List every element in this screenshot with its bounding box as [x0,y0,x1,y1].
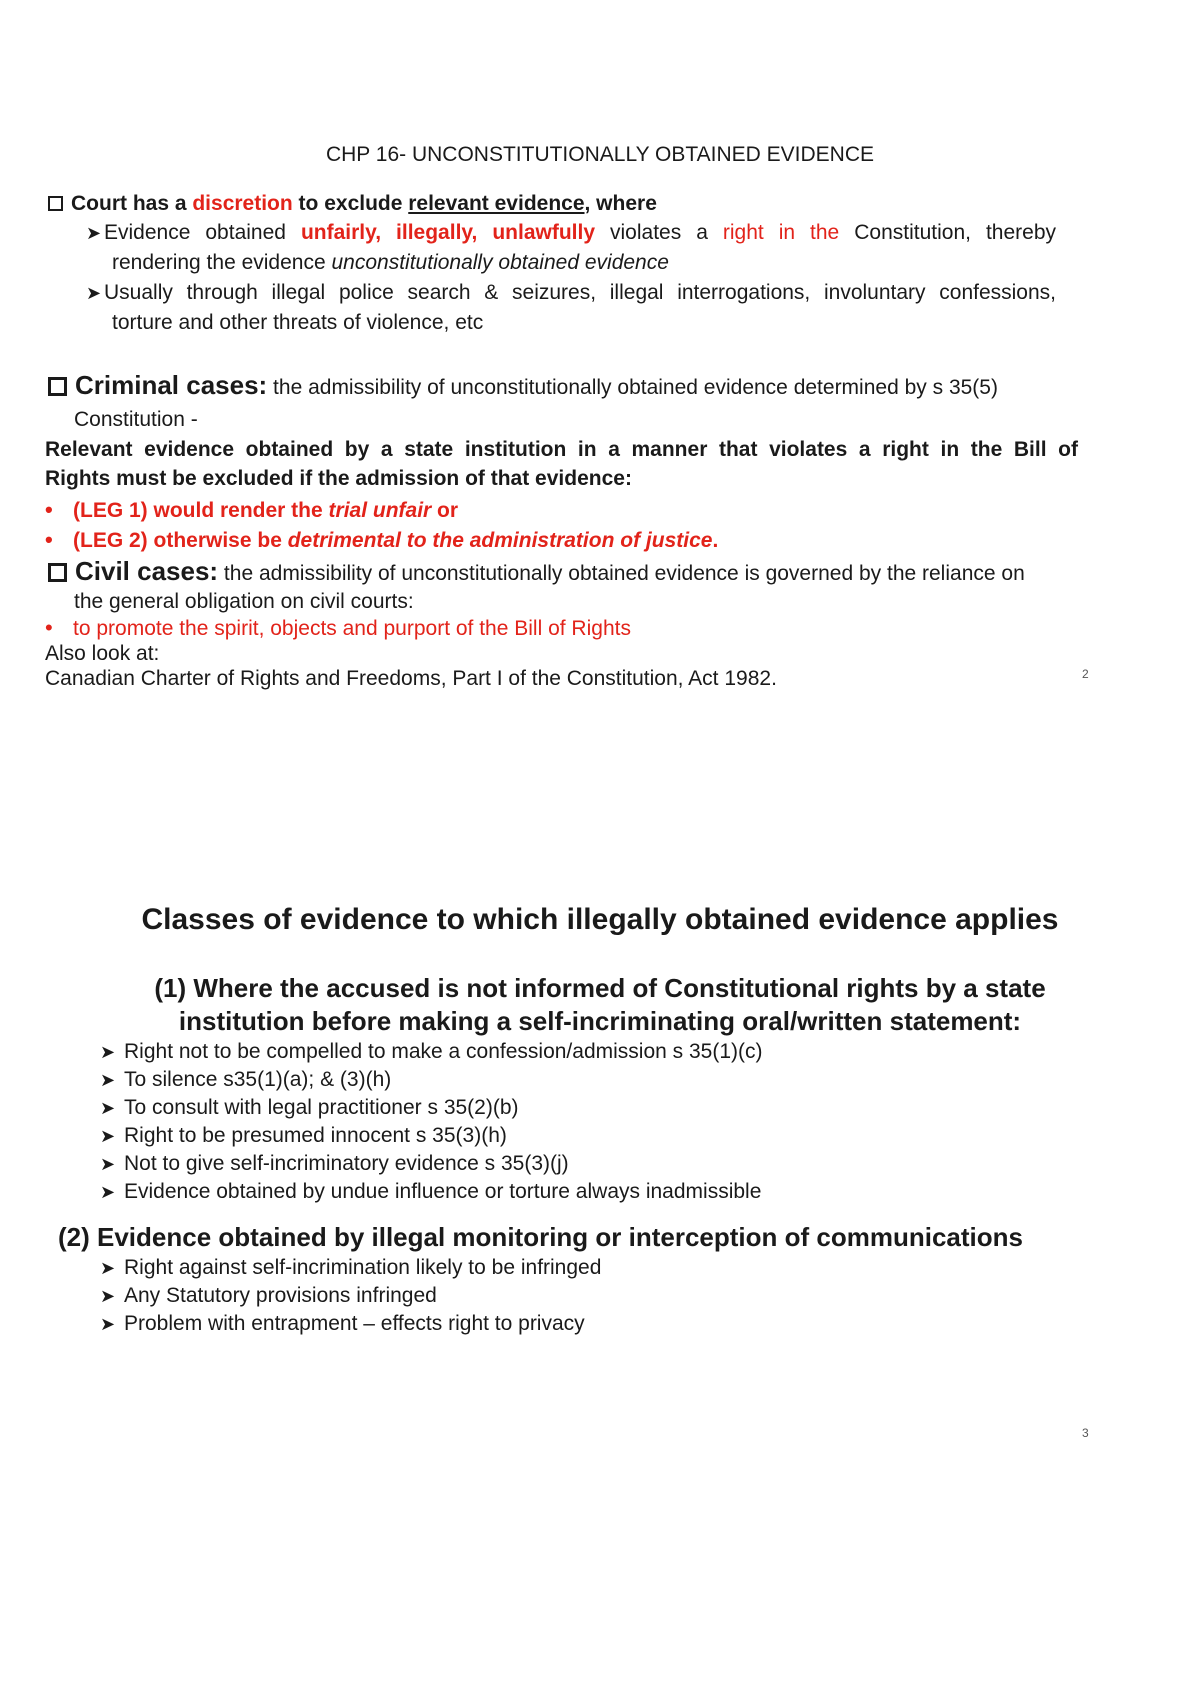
slide-heading: Classes of evidence to which illegally obtained evidence applies [141,903,1059,936]
civil-cases: Civil cases: the admissibility of unconstitutionally obtained evidence is governed by the reliance on [48,556,1058,589]
arrow-bullet-icon: ➤ [100,1042,116,1062]
canadian-charter: Canadian Charter of Rights and Freedoms, Part I of the Constitution, Act 1982. [45,667,777,690]
bullet1-line2: rendering the evidence unconstitutionally obtained evidence [112,251,669,274]
list-item: ➤ Problem with entrapment – effects right to privacy [100,1310,601,1338]
civil-bullet: • to promote the spirit, objects and purport of the Bill of Rights [45,613,631,644]
arrow-bullet-icon: ➤ [100,1070,116,1090]
checkbox-bullet-icon [48,377,67,396]
list-item: ➤ Right not to be compelled to make a confession/admission s 35(1)(c) [100,1038,762,1066]
list-item: ➤ Any Statutory provisions infringed [100,1282,601,1310]
section1-heading-line1: (1) Where the accused is not informed of Constitutional rights by a state [154,973,1046,1003]
checkbox-bullet-icon [48,196,63,211]
section1-list [100,1038,762,1206]
rule-line2: Rights must be excluded if the admission of that evidence: [45,467,632,490]
page-number: 2 [1082,667,1089,681]
leg1: • (LEG 1) would render the trial unfair or [45,495,458,526]
list-item: ➤ Not to give self-incriminatory evidence s 35(3)(j) [100,1150,762,1178]
list-item: ➤ Right to be presumed innocent s 35(3)(h) [100,1122,762,1150]
arrow-bullet-icon: ➤ [100,1126,116,1146]
arrow-bullet-icon: ➤ [100,1314,116,1334]
discretion-term: discretion [192,192,293,215]
section2-list [100,1254,601,1338]
checkbox-bullet-icon [48,563,67,582]
list-item: ➤ To silence s35(1)(a); & (3)(h) [100,1066,762,1094]
section2-heading: (2) Evidence obtained by illegal monitoring or interception of communications [58,1222,1023,1252]
section1-heading-line2: institution before making a self-incriminating oral/written statement: [178,1006,1022,1036]
intro-line: Court has a discretion to exclude relevant evidence, where [48,189,657,219]
arrow-bullet-icon: ➤ [86,283,102,303]
arrow-bullet-icon: ➤ [100,1258,116,1278]
bullet-dot-icon: • [45,497,53,522]
list-item: ➤ Evidence obtained by undue influence or torture always inadmissible [100,1178,762,1206]
arrow-bullet-icon: ➤ [100,1182,116,1202]
civil-cases-line2: the general obligation on civil courts: [74,590,414,613]
page-number: 3 [1082,1426,1089,1440]
list-item: ➤ Right against self-incrimination likely to be infringed [100,1254,601,1282]
bullet-dot-icon: • [45,527,53,552]
leg2: • (LEG 2) otherwise be detrimental to the administration of justice. [45,525,718,556]
bullet2-line1: ➤ Usually through illegal police search & seizures, illegal interrogations, involuntary confessions, [86,278,1056,308]
arrow-bullet-icon: ➤ [100,1098,116,1118]
arrow-bullet-icon: ➤ [86,223,102,243]
criminal-cases: Criminal cases: the admissibility of unconstitutionally obtained evidence determined by s 35(5) [48,370,1058,403]
criminal-cases-line2: Constitution - [74,408,198,431]
page-title: CHP 16- UNCONSTITUTIONALLY OBTAINED EVIDENCE [325,143,875,166]
bullet1-line1: ➤ Evidence obtained unfairly, illegally, unlawfully violates a right in the Constitution, thereby [86,218,1056,248]
arrow-bullet-icon: ➤ [100,1154,116,1174]
bullet-dot-icon: • [45,615,53,640]
bullet2-line2: torture and other threats of violence, etc [112,311,484,334]
list-item: ➤ To consult with legal practitioner s 35(2)(b) [100,1094,762,1122]
rule-line1: Relevant evidence obtained by a state institution in a manner that violates a right in the Bill of [45,438,1078,461]
arrow-bullet-icon: ➤ [100,1286,116,1306]
relevant-evidence-term: relevant evidence [408,192,585,215]
also-look-at: Also look at: [45,642,160,665]
